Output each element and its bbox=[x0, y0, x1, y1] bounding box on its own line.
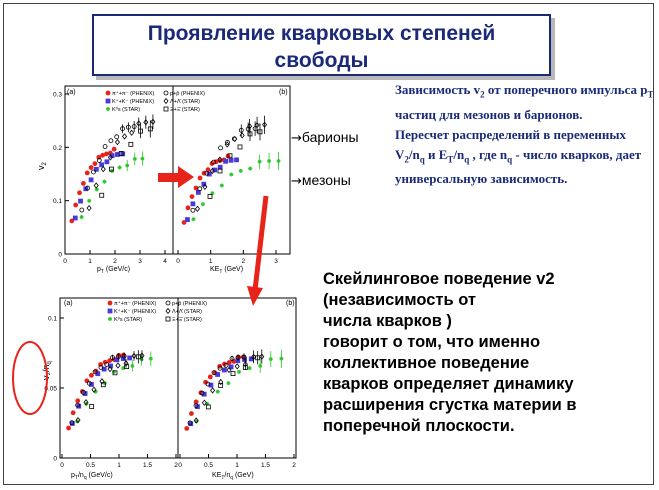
data-point bbox=[191, 217, 195, 221]
data-point bbox=[231, 372, 235, 376]
arrow-right-icon: → bbox=[291, 174, 302, 189]
data-point bbox=[109, 139, 113, 143]
data-point bbox=[238, 145, 242, 149]
description-text bbox=[395, 80, 657, 189]
x-tick-label: 0 bbox=[63, 258, 67, 265]
data-point bbox=[258, 364, 262, 368]
top-xlabel-a: $p_T$ (GeV/c) bbox=[97, 266, 131, 275]
top-yticks bbox=[53, 92, 69, 259]
top-ylabel: $v_2$ bbox=[36, 162, 48, 170]
label-baryons bbox=[291, 129, 359, 146]
data-point bbox=[115, 135, 119, 139]
legend-entry: Λ+Λ̄ (STAR) bbox=[170, 99, 201, 105]
data-point bbox=[91, 170, 95, 174]
data-point bbox=[237, 370, 241, 374]
data-point bbox=[279, 357, 283, 361]
top-xticks-a bbox=[63, 250, 167, 265]
data-point bbox=[90, 404, 94, 408]
x-tick-label: 1 bbox=[235, 462, 239, 469]
data-point bbox=[249, 357, 253, 361]
data-point bbox=[89, 373, 93, 377]
bottom-legend bbox=[108, 300, 207, 323]
data-point bbox=[80, 208, 84, 212]
x-tick-label: 0 bbox=[176, 258, 180, 265]
top-data-points bbox=[70, 115, 281, 225]
data-point bbox=[108, 301, 112, 305]
data-point bbox=[258, 160, 262, 164]
scaling-line: поперечной плоскости. bbox=[323, 417, 515, 435]
data-point bbox=[73, 216, 77, 220]
bottom-panel-b-label: (b) bbox=[286, 300, 295, 307]
data-point bbox=[220, 183, 224, 187]
y-tick-label: 0.2 bbox=[52, 144, 62, 152]
data-point bbox=[105, 160, 109, 164]
label-mesons-text: мезоны bbox=[301, 172, 351, 188]
scaling-line: расширения сгустка материи в bbox=[323, 396, 577, 414]
data-point bbox=[71, 411, 75, 415]
top-panel-a-label: (a) bbox=[67, 89, 76, 96]
data-point bbox=[101, 167, 105, 172]
data-point bbox=[198, 176, 202, 180]
y-tick-label: 0.1 bbox=[52, 198, 62, 206]
data-point bbox=[186, 206, 190, 210]
data-point bbox=[128, 356, 132, 360]
data-point bbox=[164, 99, 168, 104]
data-point bbox=[116, 363, 120, 368]
x-tick-label: 1 bbox=[117, 462, 121, 469]
data-point bbox=[80, 215, 84, 219]
data-point bbox=[108, 317, 112, 321]
data-point bbox=[106, 99, 110, 103]
data-point bbox=[85, 379, 89, 383]
data-point bbox=[269, 357, 273, 361]
x-tick-label: 0 bbox=[60, 462, 64, 469]
data-point bbox=[106, 91, 110, 95]
data-point bbox=[81, 181, 85, 185]
bottom-yticks bbox=[44, 316, 64, 463]
data-point bbox=[115, 140, 119, 145]
x-tick-label: 2 bbox=[292, 462, 296, 469]
y-tick-label: 0 bbox=[58, 251, 62, 259]
scaling-line: Скейлинговое поведение v2 bbox=[323, 270, 555, 288]
description-p2: Пересчет распределений в переменных $V_2/n_q$ и $E_T/n_q$ , где $n_q$ - число кварков, дает универсальную зависимость. bbox=[395, 126, 642, 187]
data-point bbox=[219, 146, 223, 150]
data-point bbox=[229, 172, 233, 176]
data-point bbox=[102, 180, 106, 184]
data-point bbox=[121, 357, 125, 361]
data-point bbox=[100, 193, 104, 197]
top-xticks-b bbox=[176, 250, 278, 265]
data-point bbox=[76, 399, 80, 403]
x-tick-label: 4 bbox=[163, 258, 167, 265]
slide-title-line1: Проявление кварковых степеней bbox=[147, 22, 496, 45]
bottom-ylabel: $v_2/n_q$ bbox=[41, 361, 53, 380]
data-point bbox=[112, 147, 116, 151]
y-tick-label: 0 bbox=[53, 455, 57, 463]
bottom-xticks-a bbox=[60, 454, 178, 469]
data-point bbox=[216, 390, 220, 394]
data-point bbox=[194, 186, 198, 190]
legend-entry: Ξ+Ξ̄ (STAR) bbox=[172, 317, 202, 323]
data-point bbox=[239, 169, 243, 173]
x-tick-label: 1 bbox=[88, 258, 92, 265]
data-point bbox=[103, 145, 107, 149]
legend-entry: Ξ+Ξ̄ (STAR) bbox=[170, 107, 200, 113]
slide-title-line2: свободы bbox=[274, 49, 369, 72]
x-tick-label: 2 bbox=[113, 258, 117, 265]
data-point bbox=[101, 153, 105, 157]
data-point bbox=[89, 178, 93, 182]
data-point bbox=[277, 159, 281, 163]
scaling-line: коллективное поведение bbox=[323, 354, 530, 372]
data-point bbox=[201, 202, 205, 206]
data-point bbox=[129, 142, 133, 146]
data-point bbox=[94, 183, 98, 188]
arrow-right-icon: → bbox=[291, 131, 302, 146]
bottom-panel-a-label: (a) bbox=[64, 300, 73, 307]
data-point bbox=[140, 157, 144, 161]
data-point bbox=[166, 309, 170, 314]
data-point bbox=[248, 366, 252, 370]
y-tick-label: 0.1 bbox=[47, 315, 57, 323]
bottom-figure bbox=[41, 298, 296, 481]
bottom-data-points bbox=[67, 349, 284, 430]
data-point bbox=[95, 187, 99, 191]
label-baryons-text: барионы bbox=[301, 129, 359, 145]
data-point bbox=[133, 157, 137, 161]
legend-entry: Λ+Λ̄ (STAR) bbox=[172, 309, 203, 315]
red-arrow-right bbox=[158, 166, 194, 188]
x-tick-label: 2 bbox=[241, 258, 246, 265]
bottom-xlabel-a: $p_T/n_q$ (GeV/c) bbox=[71, 472, 113, 481]
x-tick-label: 1 bbox=[208, 258, 213, 265]
data-point bbox=[191, 202, 195, 206]
data-point bbox=[106, 107, 110, 111]
x-tick-label: 0.5 bbox=[85, 462, 96, 469]
scaling-line: кварков определяет динамику bbox=[323, 375, 574, 393]
top-panel-b-label: (b) bbox=[279, 89, 288, 96]
scaling-text bbox=[323, 269, 658, 437]
data-point bbox=[93, 162, 97, 166]
description-p1: Зависимость $v_2$ от поперечного импульса $p_T$ частиц для мезонов и барионов. bbox=[395, 82, 654, 122]
data-point bbox=[79, 199, 83, 203]
top-xlabel-b: $KE_T$ (GeV) bbox=[210, 266, 244, 275]
data-point bbox=[240, 133, 244, 138]
data-point bbox=[108, 309, 112, 313]
data-point bbox=[149, 357, 153, 361]
data-point bbox=[185, 426, 189, 430]
data-point bbox=[226, 381, 230, 385]
data-point bbox=[130, 130, 134, 135]
x-tick-label: 1.5 bbox=[260, 462, 271, 469]
label-mesons bbox=[291, 172, 351, 189]
data-point bbox=[118, 165, 122, 169]
legend-entry: p+p̄ (PHENIX) bbox=[170, 91, 205, 97]
data-point bbox=[235, 364, 239, 369]
data-point bbox=[229, 158, 233, 162]
data-point bbox=[85, 171, 89, 175]
legend-entry: K⁰s (STAR) bbox=[112, 107, 141, 113]
data-point bbox=[195, 206, 199, 211]
data-point bbox=[191, 208, 195, 212]
legend-entry: K⁺+K⁻ (PHENIX) bbox=[114, 309, 157, 315]
data-point bbox=[164, 91, 168, 95]
data-point bbox=[164, 107, 168, 111]
legend-entry: π⁺+π⁻ (PHENIX) bbox=[112, 91, 155, 97]
x-tick-label: 2 bbox=[174, 462, 178, 469]
data-point bbox=[125, 163, 129, 167]
bottom-xticks-b bbox=[178, 454, 296, 469]
legend-entry: p+p̄ (PHENIX) bbox=[172, 301, 207, 307]
legend-entry: π⁺+π⁻ (PHENIX) bbox=[114, 301, 157, 307]
data-point bbox=[87, 199, 91, 203]
scaling-line: числа кварков ) bbox=[323, 312, 452, 330]
scaling-line: (независимость от bbox=[323, 291, 476, 309]
data-point bbox=[166, 301, 170, 305]
data-point bbox=[104, 152, 108, 156]
data-point bbox=[67, 426, 71, 430]
x-tick-label: 1.5 bbox=[142, 462, 153, 469]
x-tick-label: 0 bbox=[178, 462, 182, 469]
data-point bbox=[235, 158, 239, 162]
data-point bbox=[190, 195, 194, 199]
scaling-line: говорит о том, что именно bbox=[323, 333, 541, 351]
data-point bbox=[100, 163, 104, 167]
data-point bbox=[208, 375, 212, 379]
data-point bbox=[189, 412, 193, 416]
data-point bbox=[166, 317, 170, 321]
data-point bbox=[87, 206, 91, 211]
bottom-xlabel-b: $KE_T/n_q$ (GeV) bbox=[212, 472, 254, 481]
legend-entry: K⁺+K⁻ (PHENIX) bbox=[112, 99, 155, 105]
data-point bbox=[78, 191, 82, 195]
red-arrow-down bbox=[247, 196, 266, 306]
data-point bbox=[222, 368, 226, 372]
x-tick-label: 3 bbox=[138, 258, 142, 265]
data-point bbox=[123, 134, 127, 139]
data-point bbox=[74, 203, 78, 207]
x-tick-label: 3 bbox=[274, 258, 278, 265]
data-point bbox=[130, 364, 134, 368]
data-point bbox=[207, 172, 211, 176]
legend-entry: K⁰s (STAR) bbox=[114, 317, 143, 323]
data-point bbox=[89, 166, 93, 170]
data-point bbox=[185, 218, 189, 222]
y-tick-label: 0.3 bbox=[52, 91, 62, 99]
x-tick-label: 0.5 bbox=[203, 462, 214, 469]
data-point bbox=[211, 388, 215, 393]
y-tick-label: 0.05 bbox=[44, 385, 57, 393]
top-legend bbox=[106, 90, 205, 113]
data-point bbox=[208, 194, 212, 198]
data-point bbox=[267, 159, 271, 163]
data-point bbox=[248, 167, 252, 171]
data-point bbox=[224, 159, 228, 163]
data-point bbox=[77, 404, 81, 408]
